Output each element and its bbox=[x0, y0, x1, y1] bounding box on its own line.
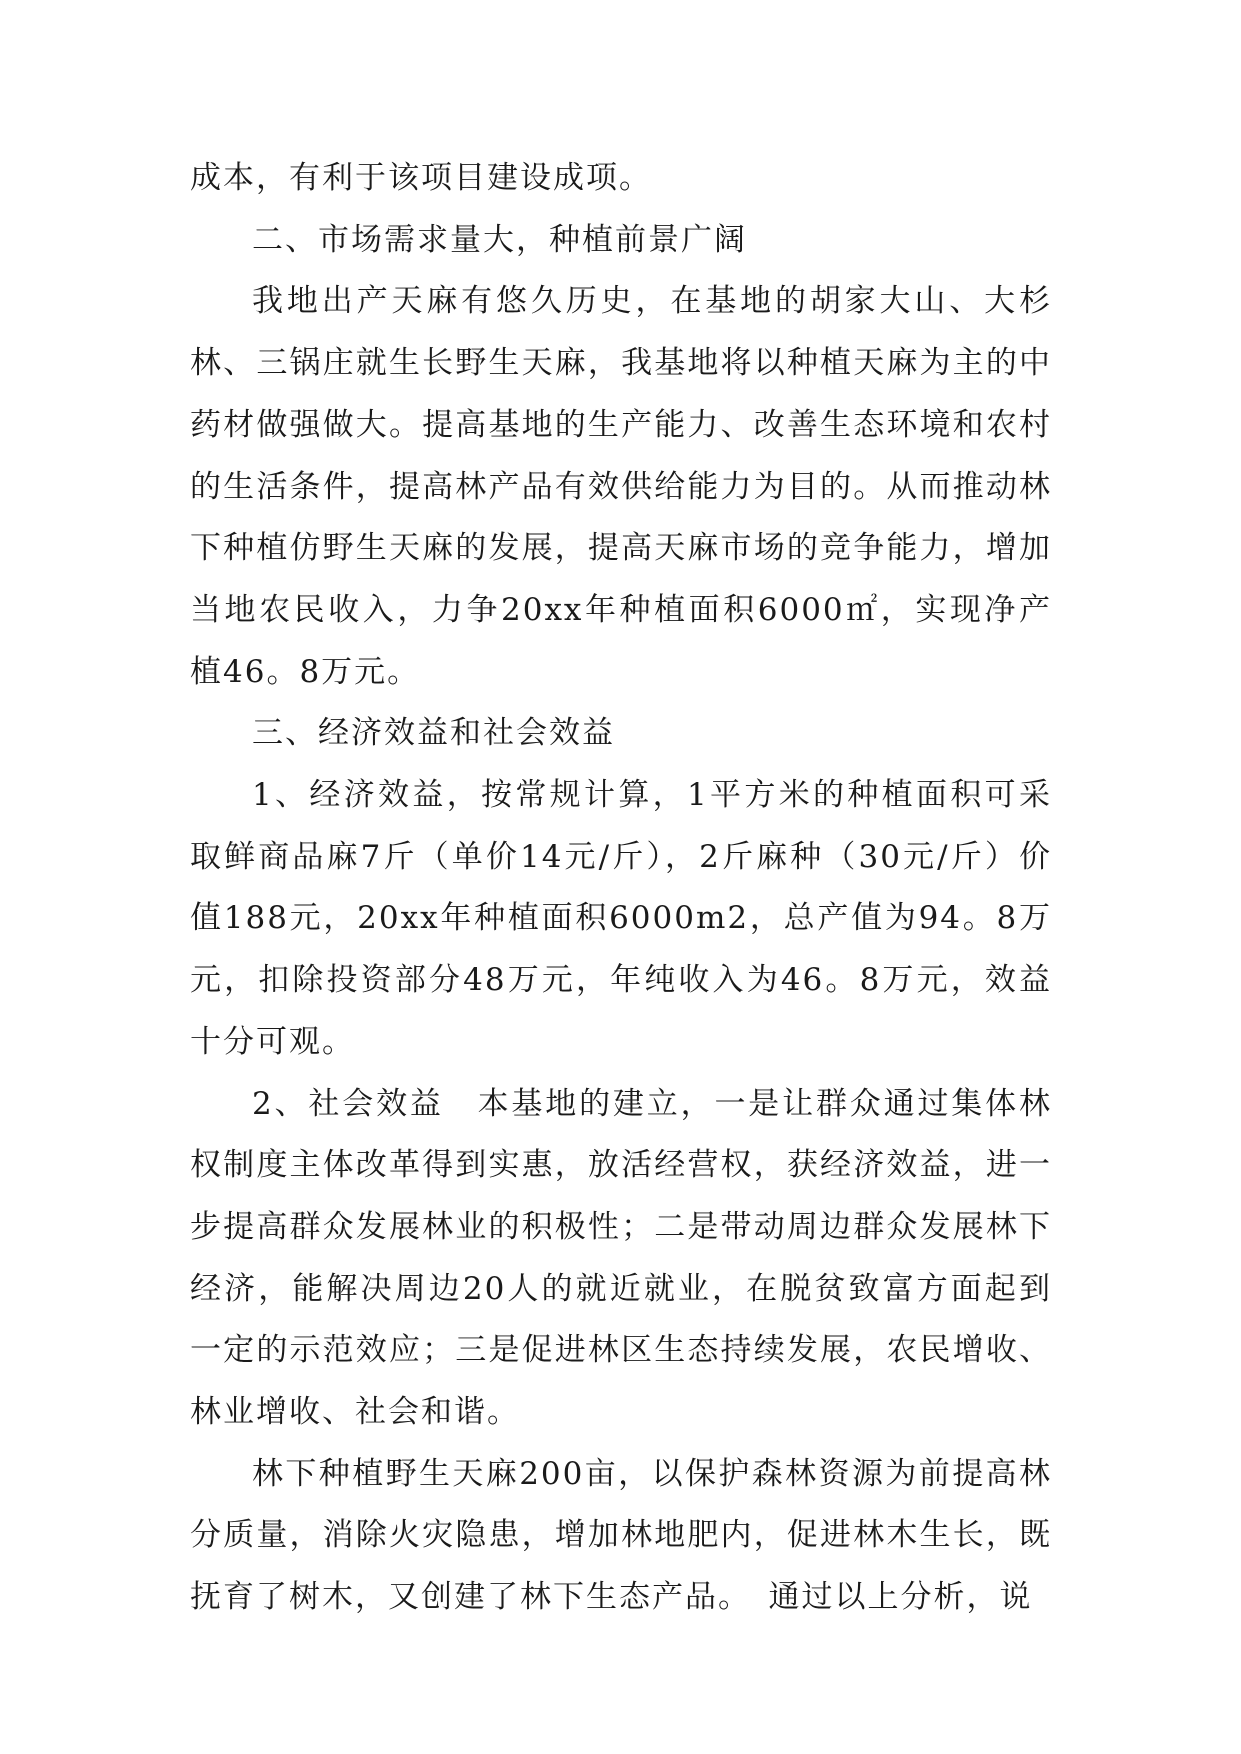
paragraph-continuation: 成本，有利于该项目建设成项。 bbox=[190, 160, 652, 196]
paragraph-forest-planting: 林下种植野生天麻200亩，以保护森林资源为前提高林分质量，消除火灾隐患，增加林地肥内，促进林木生长，既抚育了树木，又创建了林下生态产品。 通过以上分析，说 bbox=[190, 1455, 1052, 1616]
section-heading-market: 二、市场需求量大，种植前景广阔 bbox=[252, 221, 747, 258]
paragraph-social-benefit: 2、社会效益 本基地的建立，一是让群众通过集体林权制度主体改革得到实惠，放活经营权，获经济效益，进一步提高群众发展林业的积极性；二是带动周边群众发展林下经济，能解决周边20人的就近就业，在脱贫致富方面起到一定的示范效应；三是促进林区生态持续发展，农民增收、林业增收、社会和谐。 bbox=[190, 1085, 1052, 1431]
paragraph-market: 我地出产天麻有悠久历史，在基地的胡家大山、大杉林、三锅庄就生长野生天麻，我基地将以种植天麻为主的中药材做强做大。提高基地的生产能力、改善生态环境和农村的生活条件，提高林产品有效供给能力为目的。从而推动林下种植仿野生天麻的发展，提高天麻市场的竞争能力，增加当地农民收入，力争20xx年种植面积6000㎡，实现净产植46。8万元。 bbox=[190, 283, 1052, 690]
paragraph-economic-benefit: 1、经济效益，按常规计算，1平方米的种植面积可采取鲜商品麻7斤（单价14元/斤），2斤麻种（30元/斤）价值188元，20xx年种植面积6000m2，总产值为94。8万元，扣除投资部分48万元，年纯收入为46。8万元，效益十分可观。 bbox=[190, 777, 1052, 1060]
document-page bbox=[190, 148, 1052, 1629]
section-heading-benefits: 三、经济效益和社会效益 bbox=[252, 715, 615, 752]
